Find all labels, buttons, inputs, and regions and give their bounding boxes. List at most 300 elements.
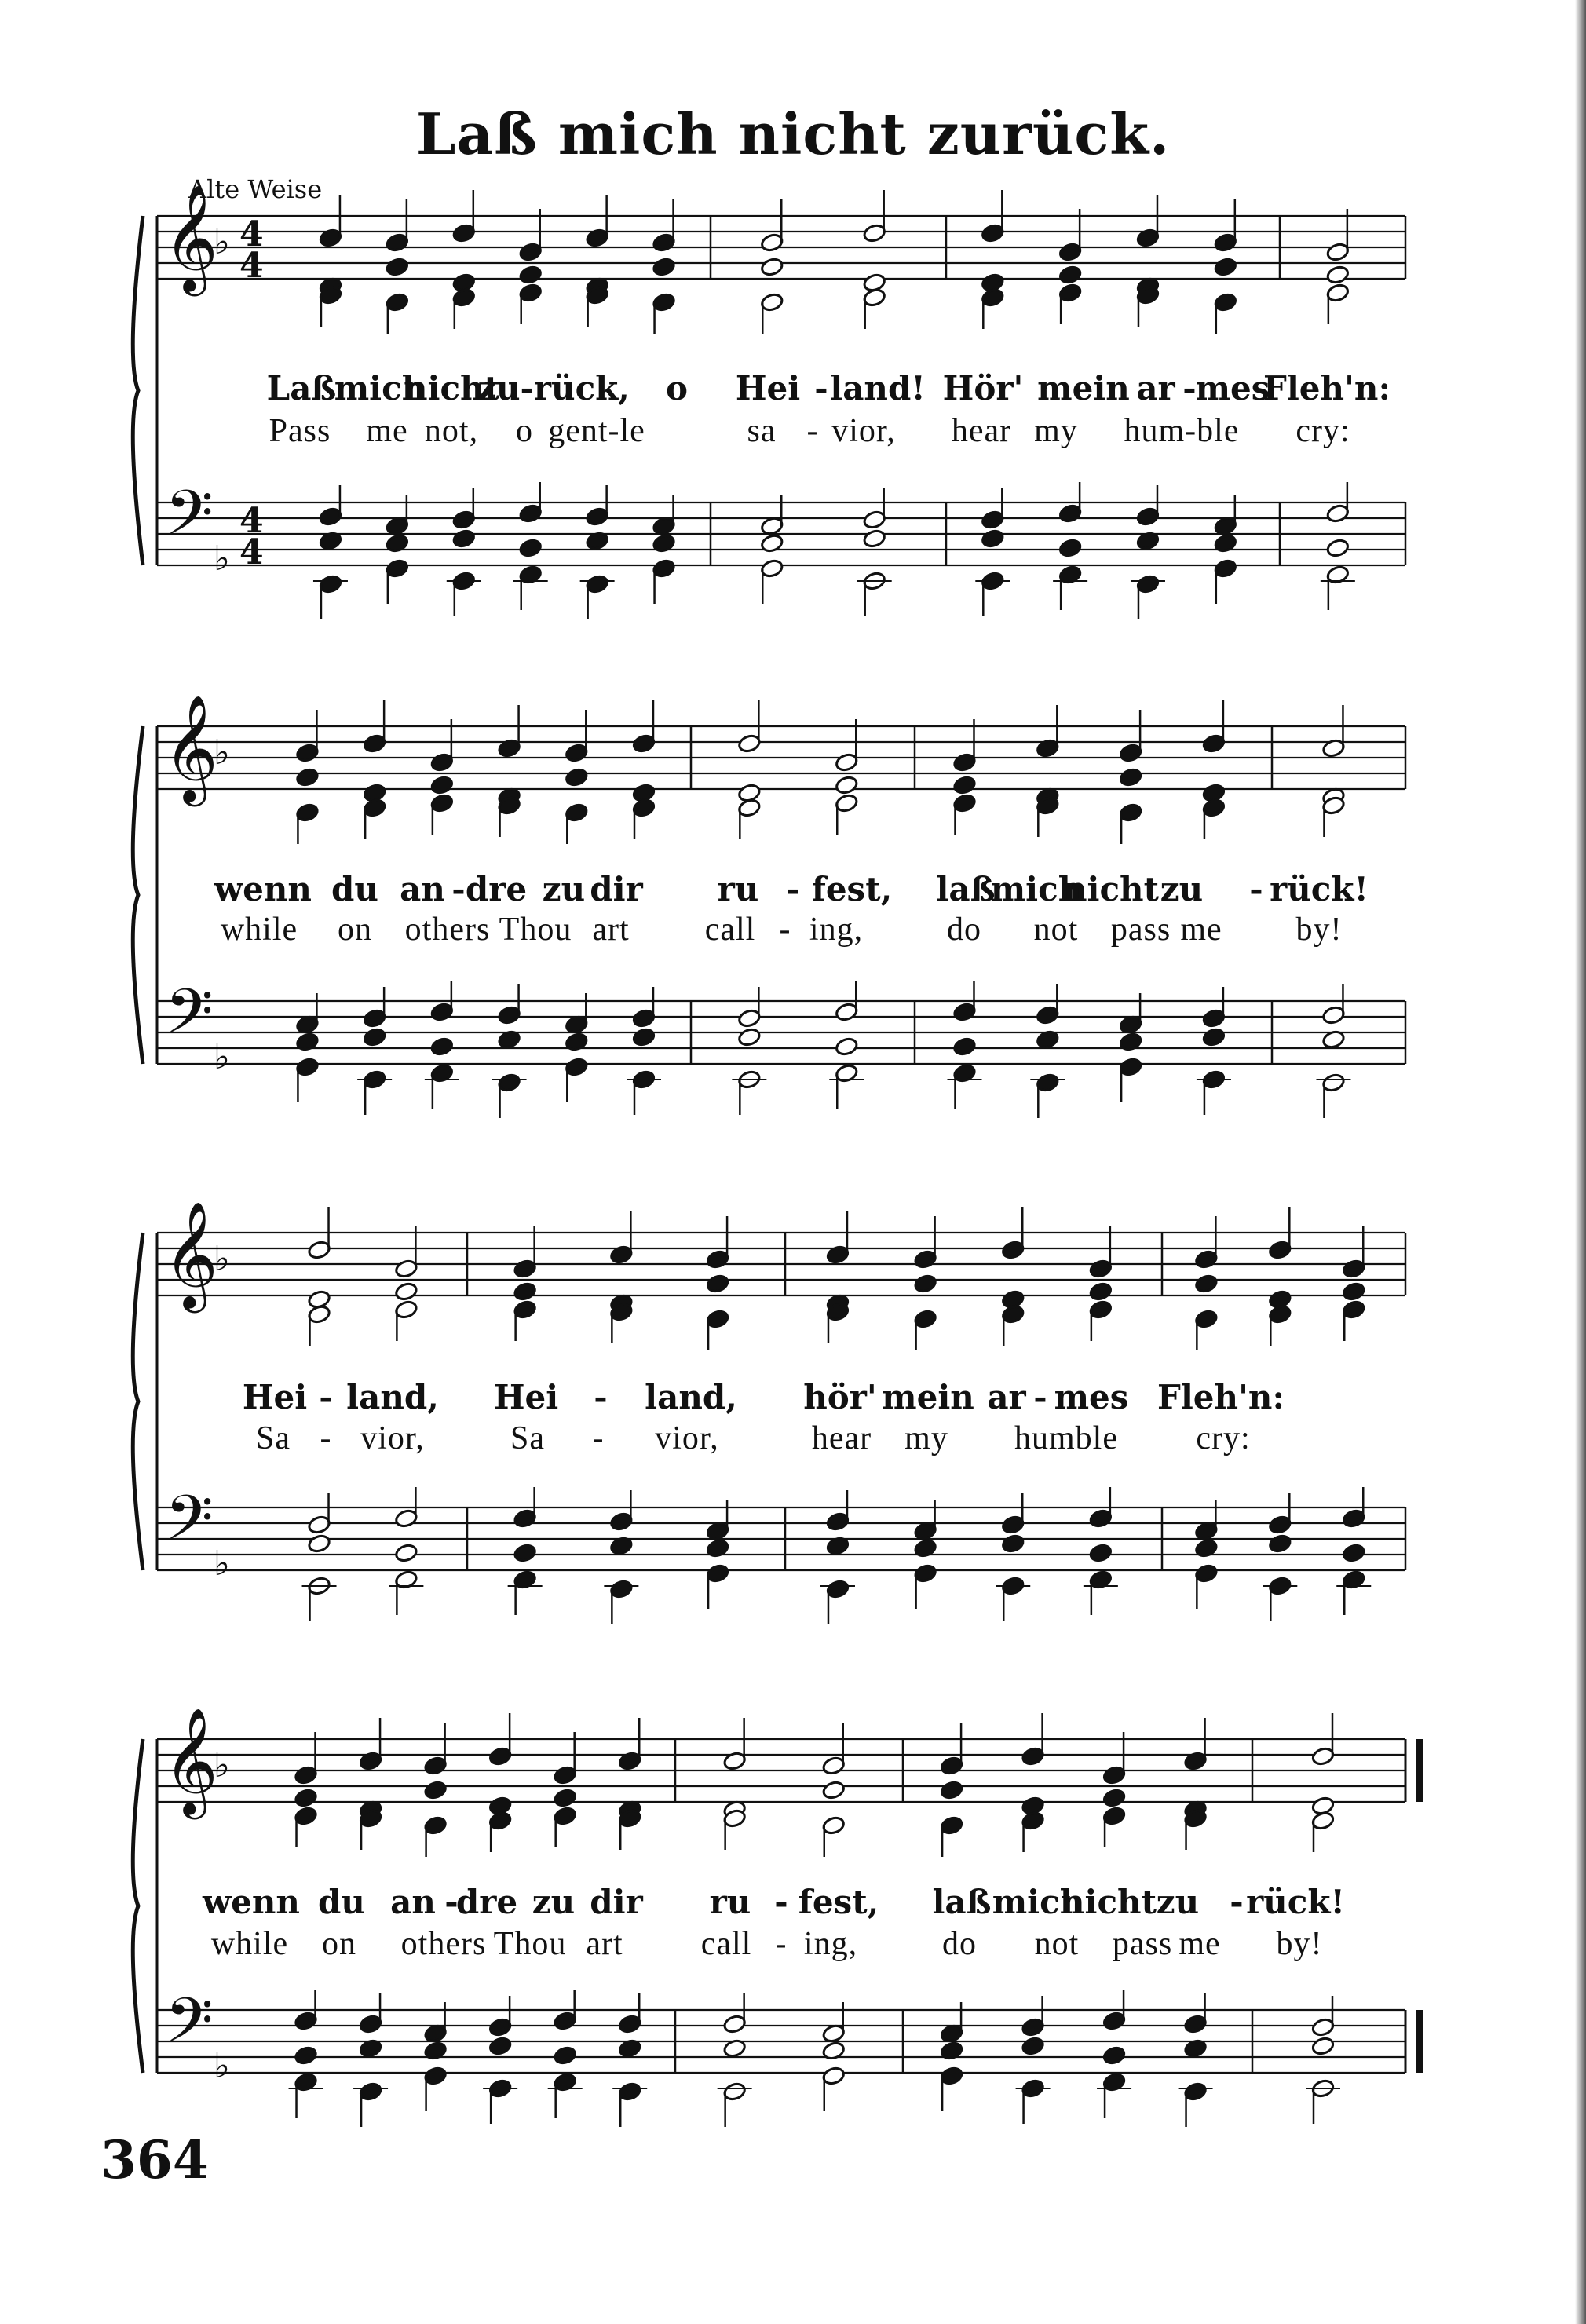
note-head (451, 528, 476, 549)
lyric-word: land, (346, 1378, 439, 1416)
note-head (1311, 2036, 1336, 2056)
lyric-word: hear (811, 1420, 872, 1456)
note-head (821, 2066, 846, 2086)
note-head (737, 1027, 762, 1047)
note-head (913, 1563, 937, 1584)
time-signature: 4 (239, 246, 264, 286)
key-signature-flat-icon: ♭ (214, 1037, 230, 1077)
lyric-word: - (774, 1883, 788, 1921)
lyric-word: me (1180, 912, 1222, 948)
note-head (359, 2081, 383, 2102)
lyric-word: o (516, 413, 533, 449)
note-head (451, 223, 476, 243)
note-head (737, 798, 762, 818)
note-head (821, 1756, 846, 1776)
key-signature-flat-icon: ♭ (214, 733, 230, 773)
bass-clef-icon: 𝄢 (165, 477, 214, 565)
lyric-word: dre (455, 1883, 518, 1921)
note-head (294, 2045, 318, 2066)
lyric-word: Hei (493, 1378, 559, 1416)
note-head (618, 2014, 642, 2034)
lyrics-english-system-2 (0, 911, 1586, 958)
note-head (1202, 798, 1226, 818)
lyric-word: do (942, 1926, 977, 1962)
lyric-word: zu (532, 1883, 576, 1921)
note-head (1202, 1027, 1226, 1047)
lyric-word: zu (1160, 870, 1204, 908)
note-head (913, 1309, 937, 1329)
note-head (1021, 2036, 1045, 2056)
lyric-word: - (451, 870, 466, 908)
lyric-word: ar (987, 1378, 1026, 1416)
note-head (497, 1072, 521, 1093)
note-head (835, 1063, 859, 1083)
lyric-word: pass (1112, 1926, 1173, 1962)
lyric-word: Pass (269, 413, 331, 449)
note-head (518, 265, 543, 285)
note-head (1136, 506, 1160, 527)
note-head (1342, 1508, 1366, 1529)
note-head (1326, 283, 1350, 303)
lyric-word: - (1182, 369, 1197, 407)
note-head (1102, 1765, 1127, 1785)
lyric-word: an (400, 870, 445, 908)
note-head (835, 752, 859, 773)
note-head (981, 223, 1005, 243)
note-head (430, 1063, 455, 1083)
lyric-word: dir (590, 870, 643, 908)
lyrics-german-system-2 (0, 870, 1586, 917)
note-head (952, 1002, 977, 1022)
note-head (952, 775, 977, 795)
lyric-word: my (1034, 413, 1078, 449)
note-head (1119, 743, 1143, 763)
lyric-word: vior, (360, 1420, 425, 1456)
note-head (1194, 1563, 1219, 1584)
lyric-word: pass (1110, 912, 1171, 948)
note-head (423, 2066, 448, 2086)
note-head (518, 242, 543, 262)
tempo-marking: Alte Weise (188, 174, 323, 204)
note-head (760, 558, 784, 579)
lyric-word: - (814, 369, 828, 407)
note-head (295, 743, 320, 763)
bass-clef-icon: 𝄢 (165, 975, 214, 1063)
note-head (618, 2081, 642, 2102)
note-head (1321, 1072, 1346, 1093)
lyric-word: dir (590, 1883, 643, 1921)
lyric-word: Sa (510, 1420, 545, 1456)
note-head (294, 1806, 318, 1826)
lyric-word: laß (932, 1883, 992, 1921)
hymn-title: Laß mich nicht zurück. (415, 100, 1171, 167)
lyric-word: zu (542, 870, 586, 908)
note-head (1326, 503, 1350, 524)
note-head (518, 565, 543, 585)
note-head (1214, 292, 1238, 312)
lyric-word: on (322, 1926, 356, 1962)
note-head (394, 1543, 418, 1563)
lyric-word: zu-rück, (477, 369, 630, 407)
lyric-word: rück! (1270, 870, 1369, 908)
treble-clef-icon: 𝄞 (163, 1706, 218, 1814)
lyric-word: not, (424, 413, 479, 449)
treble-clef-icon: 𝄞 (163, 183, 218, 291)
lyric-word: while (220, 912, 298, 948)
lyric-word: not (1034, 1926, 1080, 1962)
note-head (307, 1533, 331, 1554)
note-head (1036, 1072, 1060, 1093)
note-head (394, 1259, 418, 1279)
note-head (632, 1008, 656, 1029)
note-head (940, 1756, 964, 1776)
note-head (1021, 2017, 1045, 2037)
note-head (295, 802, 320, 823)
lyric-word: land! (830, 369, 926, 407)
note-head (1036, 1005, 1060, 1025)
note-head (952, 1036, 977, 1057)
treble-clef-icon: 𝄞 (163, 1200, 218, 1308)
note-head (394, 1508, 418, 1529)
time-signature: 4 (239, 501, 264, 541)
note-head (513, 1259, 537, 1279)
lyric-word: hear (951, 413, 1012, 449)
lyric-word: Thou (499, 912, 572, 948)
note-head (632, 798, 656, 818)
note-head (821, 1815, 846, 1836)
key-signature-flat-icon: ♭ (214, 1239, 230, 1279)
note-head (585, 506, 609, 527)
note-head (1194, 1273, 1219, 1294)
lyric-word: sa (747, 413, 777, 449)
lyric-word: others (404, 912, 491, 948)
lyric-word: Thou (493, 1926, 567, 1962)
lyric-word: humble (1014, 1420, 1118, 1456)
note-head (1058, 538, 1083, 558)
note-head (940, 2066, 964, 2086)
note-head (518, 283, 543, 303)
note-head (363, 1027, 387, 1047)
note-head (295, 1057, 320, 1077)
note-head (451, 287, 476, 308)
lyric-word: mes (1195, 369, 1270, 407)
note-head (835, 1036, 859, 1057)
page-edge-shadow (1575, 0, 1586, 2324)
note-head (652, 257, 676, 277)
note-head (652, 292, 676, 312)
lyric-word: - (775, 1926, 788, 1962)
note-head (1089, 1281, 1113, 1302)
time-signature: 4 (239, 214, 264, 254)
note-head (1268, 1533, 1292, 1554)
note-head (632, 733, 656, 754)
note-head (1268, 1240, 1292, 1260)
note-head (423, 1815, 448, 1836)
note-head (913, 1249, 937, 1270)
lyrics-german-system-3 (0, 1378, 1586, 1425)
note-head (1342, 1299, 1366, 1320)
note-head (862, 528, 886, 549)
note-head (1214, 558, 1238, 579)
lyric-word: call (704, 912, 756, 948)
note-head (1021, 1811, 1045, 1831)
lyric-word: hum-ble (1124, 413, 1240, 449)
note-head (1342, 1281, 1366, 1302)
note-head (386, 292, 410, 312)
lyric-word: - (779, 912, 791, 948)
note-head (652, 558, 676, 579)
key-signature-flat-icon: ♭ (214, 539, 230, 579)
note-head (518, 538, 543, 558)
note-head (722, 2014, 747, 2034)
note-head (319, 506, 343, 527)
lyric-word: not (1033, 912, 1079, 948)
note-head (295, 767, 320, 787)
lyrics-english-system-3 (0, 1420, 1586, 1467)
note-head (1119, 802, 1143, 823)
lyric-word: others (400, 1926, 487, 1962)
lyric-word: mich (992, 1883, 1084, 1921)
note-head (952, 752, 977, 773)
note-head (319, 574, 343, 594)
lyric-word: mes (1054, 1378, 1129, 1416)
note-head (1089, 1569, 1113, 1590)
lyric-word: my (904, 1420, 948, 1456)
note-head (488, 1811, 513, 1831)
note-head (430, 1002, 455, 1022)
lyric-word: me (1179, 1926, 1221, 1962)
lyric-word: - (1230, 1883, 1244, 1921)
lyric-word: - (594, 1378, 608, 1416)
note-head (760, 232, 784, 253)
note-head (706, 1309, 730, 1329)
note-head (826, 1579, 850, 1599)
note-head (363, 1008, 387, 1029)
note-head (1102, 2072, 1127, 2092)
lyric-word: do (947, 912, 981, 948)
note-head (386, 558, 410, 579)
lyric-word: by! (1276, 1926, 1323, 1962)
note-head (430, 752, 455, 773)
lyric-word: - (319, 1378, 333, 1416)
note-head (652, 232, 676, 253)
lyric-word: vior, (831, 413, 896, 449)
note-head (1311, 1811, 1336, 1831)
note-head (1326, 242, 1350, 262)
note-head (835, 775, 859, 795)
lyric-word: mich (990, 870, 1083, 908)
lyric-word: while (210, 1926, 289, 1962)
lyric-word: Sa (256, 1420, 291, 1456)
note-head (632, 1027, 656, 1047)
note-head (737, 1008, 762, 1029)
note-head (1202, 733, 1226, 754)
note-head (737, 733, 762, 754)
note-head (518, 503, 543, 524)
note-head (430, 775, 455, 795)
note-head (760, 257, 784, 277)
note-head (553, 2072, 577, 2092)
bass-clef-icon: 𝄢 (165, 1482, 214, 1569)
note-head (1311, 2017, 1336, 2037)
lyric-word: nicht (1062, 870, 1160, 908)
note-head (952, 1063, 977, 1083)
lyric-word: o (665, 369, 689, 407)
note-head (386, 257, 410, 277)
note-head (706, 1563, 730, 1584)
lyric-word: - (592, 1420, 605, 1456)
note-head (1058, 283, 1083, 303)
note-head (307, 1515, 331, 1535)
note-head (913, 1273, 937, 1294)
lyric-word: mich (334, 369, 426, 407)
note-head (609, 1579, 634, 1599)
lyrics-english-system-1 (0, 412, 1586, 459)
key-signature-flat-icon: ♭ (214, 222, 230, 262)
note-head (513, 1508, 537, 1529)
lyric-word: Hei (242, 1378, 308, 1416)
note-head (488, 2017, 513, 2037)
lyric-word: ru (717, 870, 759, 908)
lyric-word: laß (936, 870, 996, 908)
note-head (1202, 1008, 1226, 1029)
note-head (359, 2014, 383, 2034)
lyric-word: - (1033, 1378, 1047, 1416)
note-head (821, 1780, 846, 1800)
lyric-word: Fleh'n: (1157, 1378, 1285, 1416)
lyric-word: - (444, 1883, 459, 1921)
note-head (1001, 1533, 1025, 1554)
lyric-word: art (586, 1926, 623, 1962)
bass-clef-icon: 𝄢 (165, 1984, 214, 2072)
note-head (1089, 1543, 1113, 1563)
note-head (1102, 2011, 1127, 2031)
note-head (513, 1543, 537, 1563)
note-head (394, 1281, 418, 1302)
note-head (430, 1036, 455, 1057)
note-head (1089, 1508, 1113, 1529)
note-head (1268, 1515, 1292, 1535)
note-head (488, 2036, 513, 2056)
lyric-word: cry: (1295, 413, 1350, 449)
page-number: 364 (100, 2129, 209, 2191)
note-head (430, 793, 455, 813)
lyric-word: - (1249, 870, 1263, 908)
note-head (565, 1057, 589, 1077)
lyric-word: mein (1037, 369, 1130, 407)
note-head (1119, 1057, 1143, 1077)
note-head (1183, 2014, 1208, 2034)
note-head (294, 1788, 318, 1808)
note-head (1058, 503, 1083, 524)
note-head (1194, 1309, 1219, 1329)
note-head (294, 2072, 318, 2092)
note-head (981, 287, 1005, 308)
lyric-word: ing, (809, 912, 864, 948)
note-head (394, 1569, 418, 1590)
lyric-word: Laß (266, 369, 337, 407)
note-head (706, 1273, 730, 1294)
lyric-word: me (366, 413, 408, 449)
note-head (513, 1281, 537, 1302)
note-head (826, 1511, 850, 1532)
note-head (862, 223, 886, 243)
note-head (1102, 2045, 1127, 2066)
lyric-word: Hei (735, 369, 801, 407)
lyric-word: rück! (1246, 1883, 1345, 1921)
time-signature: 4 (239, 532, 264, 572)
final-barline (1416, 1739, 1423, 1802)
lyric-word: gent-le (548, 413, 645, 449)
final-barline (1416, 2010, 1423, 2073)
note-head (1001, 1304, 1025, 1325)
note-head (981, 528, 1005, 549)
lyric-word: fest, (798, 1883, 879, 1921)
note-head (307, 1240, 331, 1260)
note-head (760, 292, 784, 312)
note-head (1183, 2081, 1208, 2102)
lyric-word: vior, (655, 1420, 719, 1456)
note-head (1089, 1259, 1113, 1279)
note-head (1102, 1788, 1127, 1808)
note-head (565, 802, 589, 823)
lyrics-german-system-4 (0, 1883, 1586, 1930)
note-head (1342, 1569, 1366, 1590)
note-head (294, 2011, 318, 2031)
note-head (1311, 1746, 1336, 1767)
note-head (1021, 1746, 1045, 1767)
note-head (981, 510, 1005, 530)
note-head (386, 232, 410, 253)
lyric-word: du (331, 870, 378, 908)
lyric-word: hör' (803, 1378, 877, 1416)
lyric-word: zu (1156, 1883, 1200, 1921)
key-signature-flat-icon: ♭ (214, 2046, 230, 2086)
note-head (553, 1788, 577, 1808)
note-head (1268, 1304, 1292, 1325)
note-head (553, 1806, 577, 1826)
lyric-word: land, (645, 1378, 737, 1416)
lyric-word: - (786, 870, 800, 908)
note-head (862, 287, 886, 308)
note-head (706, 1249, 730, 1270)
note-head (513, 1299, 537, 1320)
key-signature-flat-icon: ♭ (214, 1745, 230, 1785)
lyric-word: fest, (811, 870, 893, 908)
note-head (1058, 265, 1083, 285)
lyric-word: nicht (403, 369, 500, 407)
note-head (294, 1765, 318, 1785)
note-head (1058, 565, 1083, 585)
note-head (835, 793, 859, 813)
note-head (553, 2011, 577, 2031)
note-head (553, 2045, 577, 2066)
note-head (722, 2081, 747, 2102)
lyric-word: cry: (1196, 1420, 1251, 1456)
lyric-word: art (592, 912, 630, 948)
note-head (565, 767, 589, 787)
note-head (952, 793, 977, 813)
note-head (1326, 265, 1350, 285)
note-head (497, 1005, 521, 1025)
note-head (940, 1815, 964, 1836)
lyrics-german-system-1 (0, 369, 1586, 416)
note-head (1136, 574, 1160, 594)
note-head (585, 574, 609, 594)
note-head (1342, 1259, 1366, 1279)
note-head (1001, 1240, 1025, 1260)
note-head (1089, 1299, 1113, 1320)
